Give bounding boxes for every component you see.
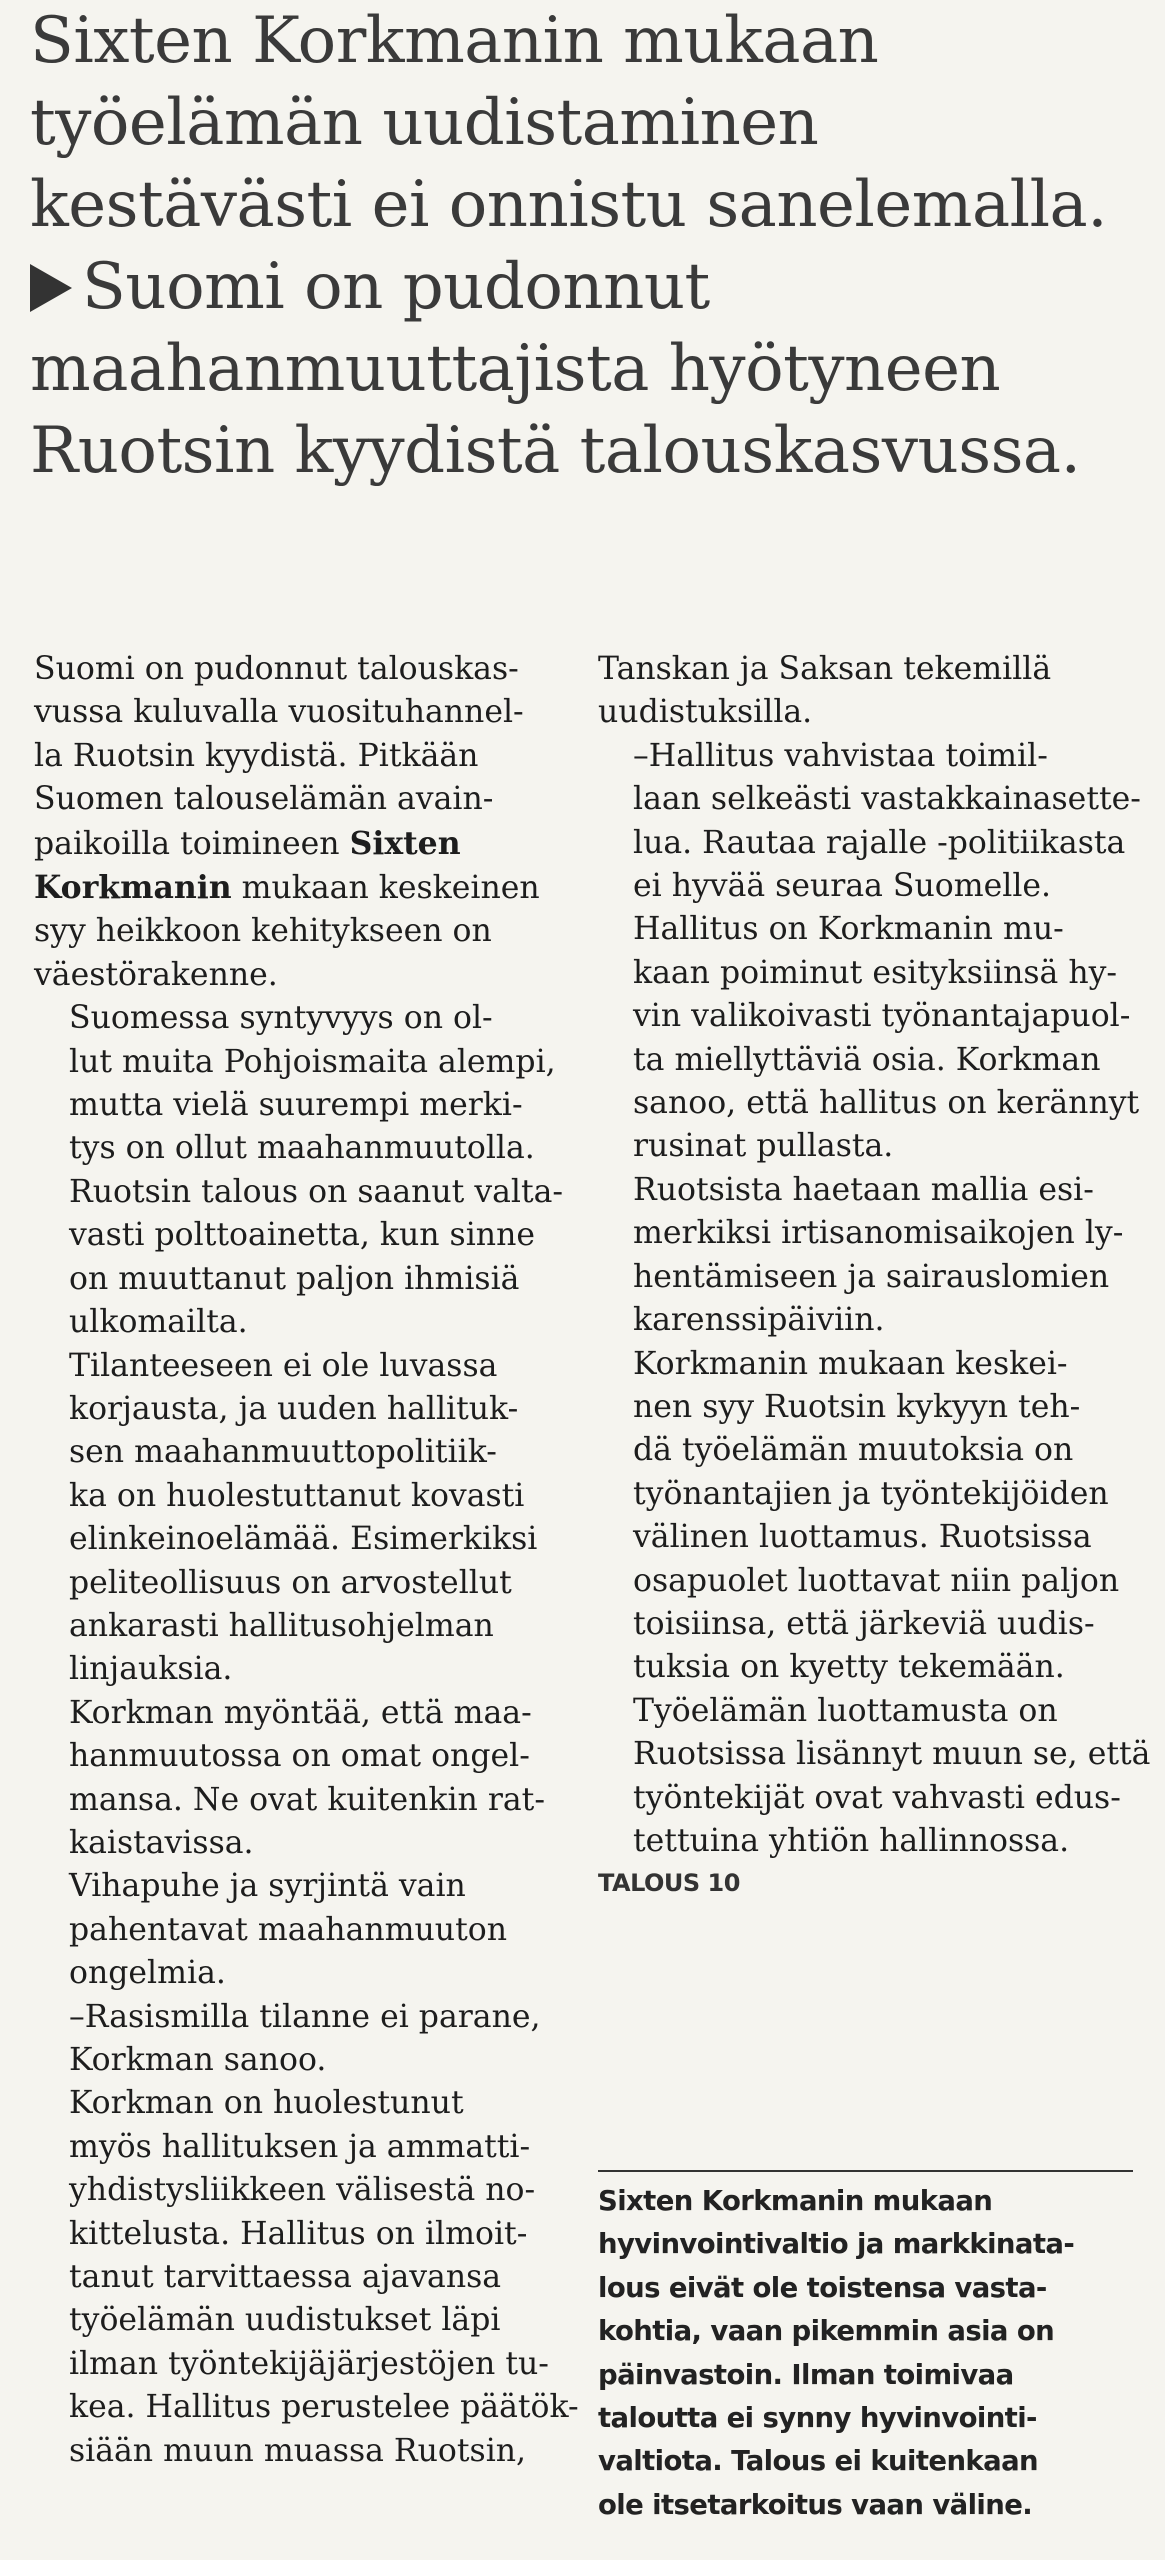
paragraph <box>598 1690 1151 1864</box>
headline-line <box>30 246 1150 328</box>
text-line: ole itsetarkoitus vaan väline. <box>598 2488 1033 2521</box>
text-run: paikoilla toimineen <box>34 825 350 862</box>
text-line: la Ruotsin kyydistä. Pitkään <box>34 737 479 774</box>
text-line: Tanskan ja Saksan tekemillä <box>598 651 1052 687</box>
text-line: päinvastoin. Ilman toimivaa <box>598 2358 1014 2391</box>
text-line: karenssipäiviin. <box>633 1302 885 1339</box>
text-line: ei hyvää seuraa Suomelle. <box>633 868 1052 905</box>
text-line: Suomi on pudonnut talouskas- <box>34 651 519 687</box>
person-name: Sixten <box>349 824 461 862</box>
text-line: kaan poiminut esityksiinsä hy- <box>633 954 1118 991</box>
paragraph <box>34 1865 564 1995</box>
right-column <box>598 648 1151 1903</box>
text-line: Työelämän luottamusta on <box>633 1692 1058 1729</box>
text-line: välinen luottamus. Ruotsissa <box>633 1519 1092 1556</box>
pullquote-divider <box>598 2170 1133 2172</box>
text-line: työntekijät ovat vahvasti edus- <box>633 1779 1121 1816</box>
text-line: vin valikoivasti työnantajapuol- <box>633 998 1131 1035</box>
headline-line: kestävästi ei onnistu sanelemalla. <box>30 168 1108 242</box>
text-line: dä työelämän muutoksia on <box>633 1432 1074 1469</box>
text-line: Ruotsista haetaan mallia esi- <box>633 1171 1094 1208</box>
text-line: merkiksi irtisanomisaikojen ly- <box>633 1215 1124 1252</box>
text-line: Korkman sanoo. <box>69 2042 327 2078</box>
text-line: Sixten Korkmanin mukaan <box>598 2185 993 2217</box>
person-name: Korkmanin <box>34 869 232 907</box>
headline-line: työelämän uudistaminen <box>30 86 819 160</box>
text-line: Korkman on huolestunut <box>69 2085 464 2122</box>
text-line: valtiota. Talous ei kuitenkaan <box>598 2445 1039 2478</box>
text-line: rusinat pullasta. <box>633 1128 894 1165</box>
paragraph <box>598 735 1141 909</box>
triangle-arrow-icon <box>30 264 72 312</box>
text-line: kittelusta. Hallitus on ilmoit- <box>69 2215 528 2252</box>
text-line: Vihapuhe ja syrjintä vain <box>69 1868 466 1905</box>
paragraph <box>598 1169 1128 1343</box>
text-line: myös hallituksen ja ammatti- <box>69 2128 531 2165</box>
text-line: työnantajien ja työntekijöiden <box>633 1475 1109 1512</box>
paragraph <box>598 1343 1128 1690</box>
text-line: Tilanteeseen ei ole luvassa <box>69 1347 498 1384</box>
text-line: laan selkeästi vastakkainasette- <box>633 781 1141 818</box>
text-line: hyvinvointivaltio ja markkinata- <box>598 2228 1075 2261</box>
text-line: kea. Hallitus perustelee päätök- <box>69 2389 579 2426</box>
text-line: hentämiseen ja sairauslomien <box>633 1258 1110 1295</box>
text-line: ulkomailta. <box>69 1304 248 1341</box>
text-line <box>34 866 564 910</box>
text-line: peliteollisuus on arvostellut <box>69 1564 512 1601</box>
paragraph <box>34 1996 564 2083</box>
headline-line: Sixten Korkmanin mukaan <box>30 4 879 78</box>
text-line: työelämän uudistukset läpi <box>69 2302 501 2339</box>
text-line: ongelmia. <box>69 1955 226 1992</box>
paragraph <box>34 1692 564 1866</box>
text-run: mukaan keskeinen <box>231 870 540 907</box>
text-line: ka on huolestuttanut kovasti <box>69 1477 525 1514</box>
text-line: Korkman myöntää, että maa- <box>69 1694 532 1731</box>
text-line: lut muita Pohjoismaita alempi, <box>69 1043 556 1080</box>
text-line: yhdistysliikkeen välisestä no- <box>69 2172 536 2209</box>
text-line: lous eivät ole toistensa vasta- <box>598 2271 1047 2304</box>
headline <box>30 0 1150 492</box>
text-line: mutta vielä suurempi merki- <box>69 1087 523 1124</box>
text-line: Hallitus on Korkmanin mu- <box>633 911 1064 948</box>
pullquote <box>598 2180 1138 2527</box>
text-line: ilman työntekijäjärjestöjen tu- <box>69 2345 549 2382</box>
text-line: nen syy Ruotsin kykyyn teh- <box>633 1388 1081 1425</box>
text-line: lua. Rautaa rajalle -politiikasta <box>633 824 1126 861</box>
text-line: mansa. Ne ovat kuitenkin rat- <box>69 1781 545 1818</box>
text-line: linjauksia. <box>69 1651 233 1688</box>
paragraph <box>34 1345 564 1692</box>
text-line: sen maahanmuuttopolitiik- <box>69 1434 497 1471</box>
text-line: syy heikkoon kehitykseen on <box>34 913 492 950</box>
text-line: tanut tarvittaessa ajavansa <box>69 2259 502 2296</box>
text-line: uudistuksilla. <box>598 694 813 731</box>
text-line: korjausta, ja uuden hallituk- <box>69 1390 519 1427</box>
text-line: pahentavat maahanmuuton <box>69 1911 507 1948</box>
text-line <box>34 822 564 866</box>
text-line: Suomen talouselämän avain- <box>34 781 494 818</box>
text-line: sanoo, että hallitus on kerännyt <box>633 1085 1140 1122</box>
text-line: taloutta ei synny hyvinvointi- <box>598 2402 1037 2435</box>
left-column <box>34 648 579 2473</box>
text-line: tuksia on kyetty tekemään. <box>633 1649 1065 1686</box>
text-line: väestörakenne. <box>34 956 278 993</box>
headline-line: Ruotsin kyydistä talouskasvussa. <box>30 414 1081 488</box>
text-line: ankarasti hallitusohjelman <box>69 1607 494 1644</box>
paragraph <box>598 908 1140 1168</box>
paragraph <box>34 648 564 997</box>
text-line: kohtia, vaan pikemmin asia on <box>598 2315 1055 2348</box>
text-line: ta miellyttäviä osia. Korkman <box>633 1041 1101 1078</box>
text-line: –Rasismilla tilanne ei parane, <box>69 1998 541 2035</box>
text-line: osapuolet luottavat niin paljon <box>633 1562 1120 1599</box>
text-line: toisiinsa, että järkeviä uudis- <box>633 1605 1095 1642</box>
text-line: Suomessa syntyvyys on ol- <box>69 1000 493 1037</box>
text-line: Ruotsissa lisännyt muun se, että <box>633 1736 1151 1773</box>
paragraph <box>598 648 1128 735</box>
text-line: hanmuutossa on omat ongel- <box>69 1738 530 1775</box>
text-line: Korkmanin mukaan keskei- <box>633 1345 1068 1382</box>
text-line: –Hallitus vahvistaa toimil- <box>633 737 1048 774</box>
paragraph <box>34 997 564 1344</box>
text-line: vussa kuluvalla vuosituhannel- <box>34 694 524 731</box>
text-line: Ruotsin talous on saanut valta- <box>69 1173 564 1210</box>
text-line: tys on ollut maahanmuutolla. <box>69 1130 535 1167</box>
text-line: elinkeinoelämää. Esimerkiksi <box>69 1521 538 1558</box>
text-line: vasti polttoainetta, kun sinne <box>69 1217 536 1254</box>
text-line: tettuina yhtiön hallinnossa. <box>633 1822 1070 1859</box>
headline-line: maahanmuuttajista hyötyneen <box>30 332 1001 406</box>
text-line: on muuttanut paljon ihmisiä <box>69 1260 520 1297</box>
paragraph <box>34 2082 579 2473</box>
section-reference-tag: TALOUS 10 <box>598 1869 740 1898</box>
headline-line-text: Suomi on pudonnut <box>82 250 710 324</box>
text-line: siään muun muassa Ruotsin, <box>69 2432 527 2469</box>
text-line: kaistavissa. <box>69 1824 254 1861</box>
